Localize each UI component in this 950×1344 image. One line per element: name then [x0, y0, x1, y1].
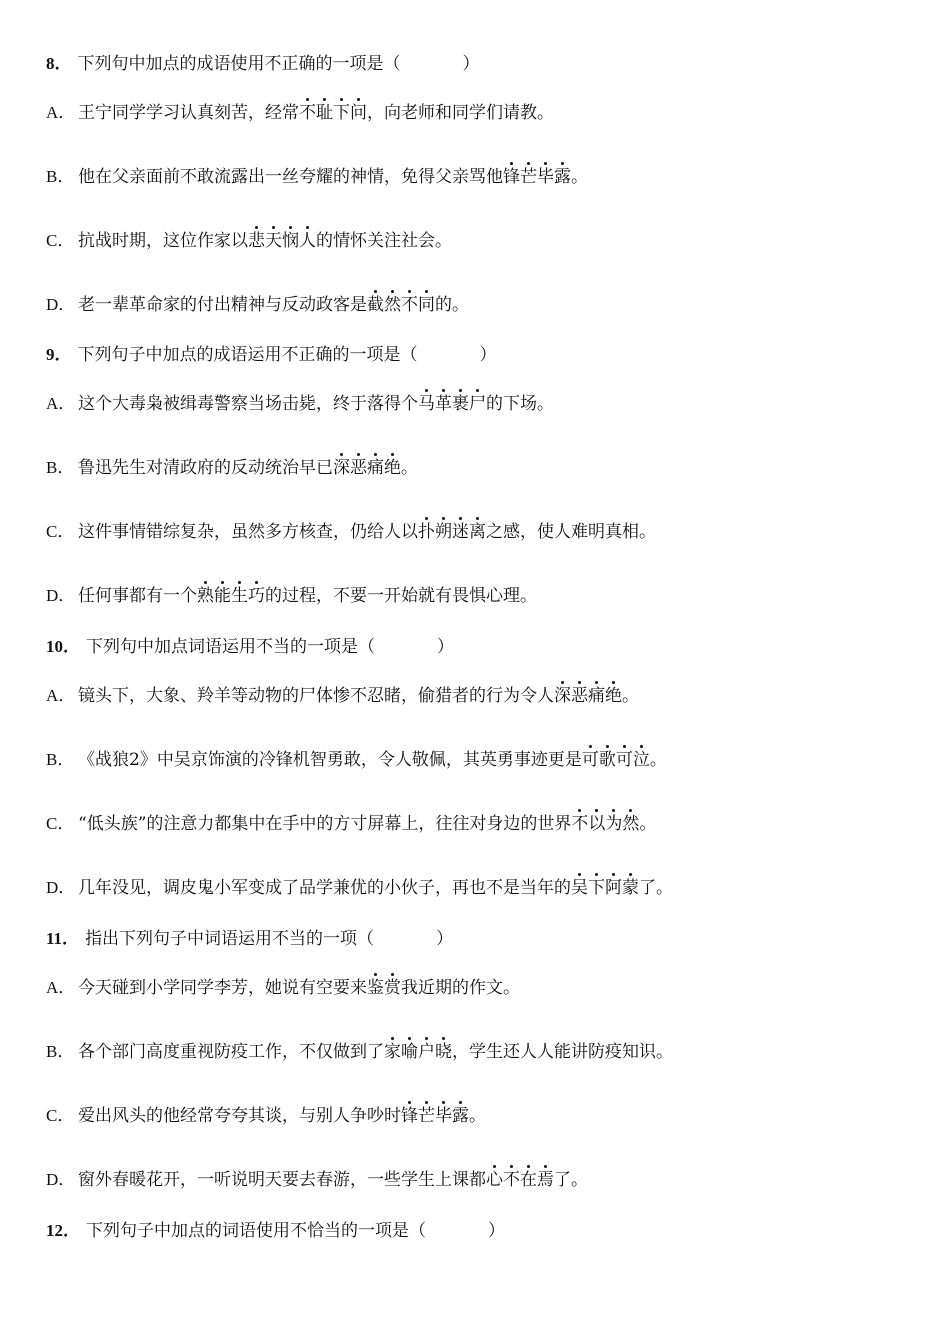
option-10-2	[46, 748, 667, 772]
option-text: 窗外春暖花开，一听说明天要去春游，一些学生上课都	[78, 1170, 486, 1190]
emphasized-char: 痛	[367, 458, 384, 478]
emphasized-char: 不	[503, 1170, 520, 1190]
option-8-2	[46, 165, 588, 189]
option-text: 各个部门高度重视防疫工作，不仅做到了	[78, 1042, 384, 1062]
emphasized-char: 革	[435, 394, 452, 414]
emphasized-char: 深	[554, 686, 571, 706]
option-text: 王宁同学学习认真刻苦，经常	[78, 103, 299, 123]
option-text: “低头族”的注意力都集中在手中的方寸屏幕上，往往对身边的世界	[78, 814, 572, 834]
option-11-2	[46, 1040, 673, 1064]
option-letter: D．	[46, 295, 76, 314]
question-number: 9．	[46, 345, 72, 364]
emphasized-char: 痛	[588, 686, 605, 706]
emphasized-char: 人	[299, 231, 316, 251]
question-number: 12．	[46, 1221, 80, 1240]
emphasized-char: 下	[588, 878, 605, 898]
question-text-end: ）	[479, 345, 497, 365]
emphasized-char: 赏	[384, 978, 401, 998]
emphasized-char: 恶	[350, 458, 367, 478]
emphasized-char: 泣	[632, 750, 650, 770]
question-9-stem	[46, 343, 497, 367]
emphasized-char: 天	[265, 231, 282, 251]
question-text: 下列句子中加点的词语使用不恰当的一项是（	[86, 1221, 426, 1241]
option-text: 抗战时期，这位作家以	[78, 231, 248, 251]
option-text-end: 我近期的作文。	[401, 978, 520, 998]
emphasized-char: 锋	[503, 167, 520, 187]
option-letter: A．	[46, 394, 76, 413]
option-text: 今天碰到小学同学李芳，她说有空要来	[78, 978, 367, 998]
emphasized-char: 深	[333, 458, 350, 478]
emphasized-char: 吴	[571, 878, 588, 898]
question-number: 11．	[46, 929, 80, 948]
option-9-1	[46, 392, 554, 416]
option-text-end: 的情怀关注社会。	[316, 231, 452, 251]
option-8-3	[46, 229, 452, 253]
emphasized-char: 不	[401, 295, 418, 315]
option-letter: C．	[46, 1106, 75, 1125]
emphasized-char: 露	[554, 167, 571, 187]
option-11-1	[46, 976, 520, 1000]
emphasized-char: 露	[452, 1106, 469, 1126]
option-text-end: ，学生还人人能讲防疫知识。	[452, 1042, 673, 1062]
emphasized-char: 锋	[401, 1106, 418, 1126]
option-9-4	[46, 584, 537, 608]
option-letter: C．	[46, 814, 75, 833]
emphasized-char: 尸	[469, 394, 486, 414]
emphasized-char: 芒	[418, 1106, 435, 1126]
emphasized-char: 扑	[418, 522, 435, 542]
emphasized-char: 熟	[197, 586, 214, 606]
emphasized-char: 绝	[605, 686, 622, 706]
option-text: 鲁迅先生对清政府的反动统治早已	[78, 458, 333, 478]
option-10-1	[46, 684, 639, 708]
question-12-stem	[46, 1219, 505, 1243]
emphasized-char: 为	[605, 814, 623, 834]
option-text-end: 的下场。	[486, 394, 554, 414]
option-text-end: 。	[649, 750, 667, 770]
option-text: 这件事情错综复杂，虽然多方核查，仍给人以	[78, 522, 418, 542]
emphasized-char: 生	[231, 586, 248, 606]
emphasized-char: 歌	[598, 750, 616, 770]
option-text-end: 的过程，不要一开始就有畏惧心理。	[265, 586, 537, 606]
emphasized-char: 悲	[248, 231, 265, 251]
option-text-end: 了。	[639, 878, 673, 898]
emphasized-char: 不	[299, 103, 316, 123]
question-text-end: ）	[436, 929, 454, 949]
option-letter: C．	[46, 231, 75, 250]
emphasized-char: 毕	[435, 1106, 452, 1126]
option-text: 镜头下，大象、羚羊等动物的尸体惨不忍睹，偷猎者的行为令人	[78, 686, 554, 706]
question-text: 下列句中加点的成语使用不正确的一项是（	[77, 54, 401, 74]
option-9-2	[46, 456, 418, 480]
emphasized-char: 毕	[537, 167, 554, 187]
emphasized-char: 同	[418, 295, 435, 315]
emphasized-char: 恶	[571, 686, 588, 706]
emphasized-char: 以	[588, 814, 606, 834]
option-10-4	[46, 876, 673, 900]
emphasized-char: 下	[333, 103, 350, 123]
option-text-end: 。	[401, 458, 418, 478]
question-number: 10．	[46, 637, 80, 656]
emphasized-char: 蒙	[622, 878, 639, 898]
option-letter: B．	[46, 1042, 75, 1061]
emphasized-char: 鉴	[367, 978, 384, 998]
option-text: 老一辈革命家的付出精神与反动政客是	[78, 295, 367, 315]
option-letter: A．	[46, 103, 76, 122]
emphasized-char: 晓	[435, 1042, 452, 1062]
option-text-end: 的。	[435, 295, 469, 315]
option-text-end: 。	[571, 167, 588, 187]
emphasized-char: 截	[367, 295, 384, 315]
option-11-3	[46, 1104, 486, 1128]
option-text-end: ，向老师和同学们请教。	[367, 103, 554, 123]
emphasized-char: 阿	[605, 878, 622, 898]
emphasized-char: 不	[571, 814, 589, 834]
emphasized-char: 问	[350, 103, 367, 123]
option-text: 这个大毒枭被缉毒警察当场击毙，终于落得个	[78, 394, 418, 414]
emphasized-char: 耻	[316, 103, 333, 123]
option-letter: C．	[46, 522, 75, 541]
option-letter: B．	[46, 458, 75, 477]
emphasized-char: 能	[214, 586, 231, 606]
emphasized-char: 绝	[384, 458, 401, 478]
emphasized-char: 马	[418, 394, 435, 414]
option-9-3	[46, 520, 656, 544]
emphasized-char: 喻	[401, 1042, 418, 1062]
emphasized-char: 然	[384, 295, 401, 315]
option-text-end: 。	[622, 686, 639, 706]
emphasized-char: 可	[615, 750, 633, 770]
option-11-4	[46, 1168, 588, 1192]
option-text: 他在父亲面前不敢流露出一丝夸耀的神情，免得父亲骂他	[78, 167, 503, 187]
emphasized-char: 在	[520, 1170, 537, 1190]
emphasized-char: 心	[486, 1170, 503, 1190]
question-number: 8．	[46, 54, 72, 73]
option-text: 爱出风头的他经常夸夸其谈，与别人争吵时	[78, 1106, 401, 1126]
emphasized-char: 户	[418, 1042, 435, 1062]
option-8-4	[46, 293, 469, 317]
option-10-3	[46, 812, 656, 836]
question-text-end: ）	[437, 637, 454, 657]
emphasized-char: 离	[469, 522, 486, 542]
question-text: 指出下列句子中词语运用不当的一项（	[85, 929, 375, 949]
option-text-end: 之感，使人难明真相。	[486, 522, 656, 542]
option-letter: D．	[46, 1170, 76, 1189]
option-text: 任何事都有一个	[78, 586, 197, 606]
question-text: 下列句中加点词语运用不当的一项是（	[86, 637, 375, 657]
option-letter: A．	[46, 686, 76, 705]
option-text: 几年没见，调皮鬼小军变成了品学兼优的小伙子，再也不是当年的	[78, 878, 571, 898]
option-letter: D．	[46, 878, 76, 897]
emphasized-char: 然	[622, 814, 640, 834]
option-8-1	[46, 101, 554, 125]
emphasized-char: 焉	[537, 1170, 554, 1190]
option-letter: B．	[46, 750, 75, 769]
question-text-end: ）	[488, 1221, 505, 1241]
emphasized-char: 芒	[520, 167, 537, 187]
option-letter: D．	[46, 586, 76, 605]
emphasized-char: 裹	[452, 394, 469, 414]
emphasized-char: 巧	[248, 586, 265, 606]
option-text-end: 了。	[554, 1170, 588, 1190]
question-11-stem	[46, 927, 453, 951]
option-text: 《战狼2》中吴京饰演的冷锋机智勇敢，令人敬佩，其英勇事迹更是	[78, 750, 582, 770]
question-8-stem	[46, 52, 480, 76]
emphasized-char: 可	[581, 750, 599, 770]
option-text-end: 。	[469, 1106, 486, 1126]
question-10-stem	[46, 635, 454, 659]
emphasized-char: 家	[384, 1042, 401, 1062]
emphasized-char: 悯	[282, 231, 299, 251]
option-letter: A．	[46, 978, 76, 997]
question-text-end: ）	[462, 54, 480, 74]
option-letter: B．	[46, 167, 75, 186]
option-text-end: 。	[639, 814, 657, 834]
emphasized-char: 迷	[452, 522, 469, 542]
question-text: 下列句子中加点的成语运用不正确的一项是（	[77, 345, 418, 365]
emphasized-char: 朔	[435, 522, 452, 542]
